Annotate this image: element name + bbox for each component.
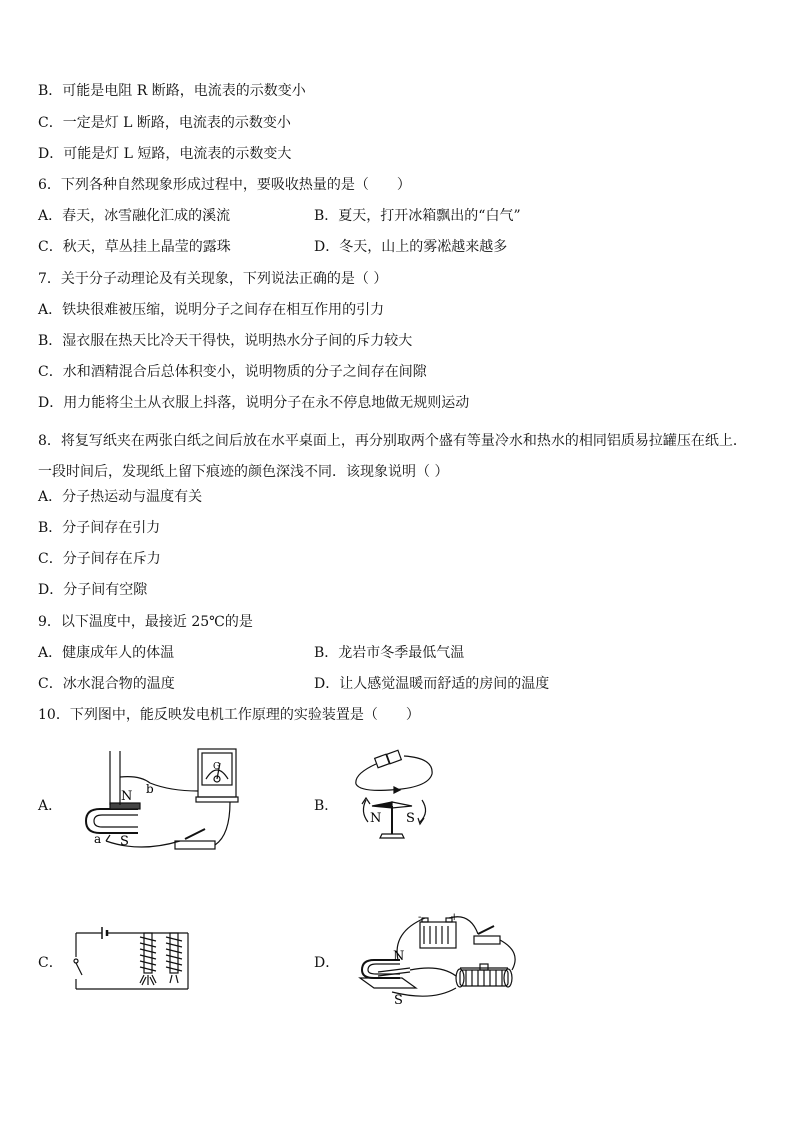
figure-a-n-label: N — [121, 789, 133, 804]
q9-option-a: A．健康成年人的体温 — [38, 645, 175, 661]
q7-option-c: C．水和酒精混合后总体积变小，说明物质的分子之间存在间隙 — [38, 364, 427, 380]
q10-stem: 10．下列图中，能反映发电机工作原理的实验装置是（ ） — [38, 707, 420, 723]
q6-option-c: C．秋天，草丛挂上晶莹的露珠 — [38, 239, 231, 255]
q5-option-c: C．一定是灯 L 断路，电流表的示数变小 — [38, 115, 291, 131]
q7-option-b: B．湿衣服在热天比冷天干得快，说明热水分子间的斥力较大 — [38, 333, 413, 349]
q6-option-b: B．夏天，打开冰箱飘出的“白气” — [314, 208, 521, 224]
figure-b-oersted-setup — [350, 748, 440, 848]
q9-option-d: D．让人感觉温暖而舒适的房间的温度 — [314, 676, 550, 692]
q9-option-b: B．龙岩市冬季最低气温 — [314, 645, 465, 661]
q8-option-d: D．分子间有空隙 — [38, 582, 148, 598]
q8-option-c: C．分子间存在斥力 — [38, 551, 161, 567]
figure-a-b-label: b — [146, 782, 154, 796]
q5-option-b: B．可能是电阻 R 断路，电流表的示数变小 — [38, 83, 306, 99]
figure-a-s-label: S — [120, 834, 129, 849]
q5-option-d: D．可能是灯 L 短路，电流表的示数变大 — [38, 146, 292, 162]
q7-option-d: D．用力能将尘土从衣服上抖落，说明分子在永不停息地做无规则运动 — [38, 395, 470, 411]
figure-d-n-label: N — [393, 949, 405, 964]
figure-d-motor-setup — [352, 912, 524, 1008]
q8-option-a: A．分子热运动与温度有关 — [38, 489, 203, 505]
figure-a-g-label: G — [213, 762, 221, 772]
q10-option-b-label: B． — [314, 798, 339, 814]
q10-option-c-label: C． — [38, 955, 63, 971]
figure-d-plus-label: + — [450, 912, 459, 923]
figure-d-s-label: S — [394, 993, 403, 1008]
q10-option-d-label: D． — [314, 955, 340, 971]
q10-option-a-label: A． — [38, 798, 63, 814]
q6-option-d: D．冬天，山上的雾凇越来越多 — [314, 239, 508, 255]
q6-option-a: A．春天，冰雪融化汇成的溪流 — [38, 208, 231, 224]
q8-stem: 8．将复写纸夹在两张白纸之间后放在水平桌面上，再分别取两个盛有等量冷水和热水的相同铝质易拉罐压在纸上．一段时间后，发现纸上留下痕迹的颜色深浅不同．该现象说明（ ） — [38, 433, 747, 480]
figure-a-generator-setup — [80, 745, 240, 860]
figure-b-n-label: N — [370, 811, 382, 826]
figure-b-s-label: S — [406, 811, 415, 826]
figure-c-electromagnet-setup — [72, 925, 192, 995]
q9-stem: 9．以下温度中，最接近 25℃的是 — [38, 614, 253, 630]
q7-option-a: A．铁块很难被压缩，说明分子之间存在相互作用的引力 — [38, 302, 385, 318]
q7-stem: 7．关于分子动理论及有关现象，下列说法正确的是（ ） — [38, 271, 388, 287]
q6-stem: 6．下列各种自然现象形成过程中，要吸收热量的是（ ） — [38, 177, 411, 193]
q9-option-c: C．冰水混合物的温度 — [38, 676, 175, 692]
figure-d-minus-label: - — [418, 912, 422, 923]
figure-a-a-label: a — [94, 832, 102, 846]
q8-option-b: B．分子间存在引力 — [38, 520, 161, 536]
